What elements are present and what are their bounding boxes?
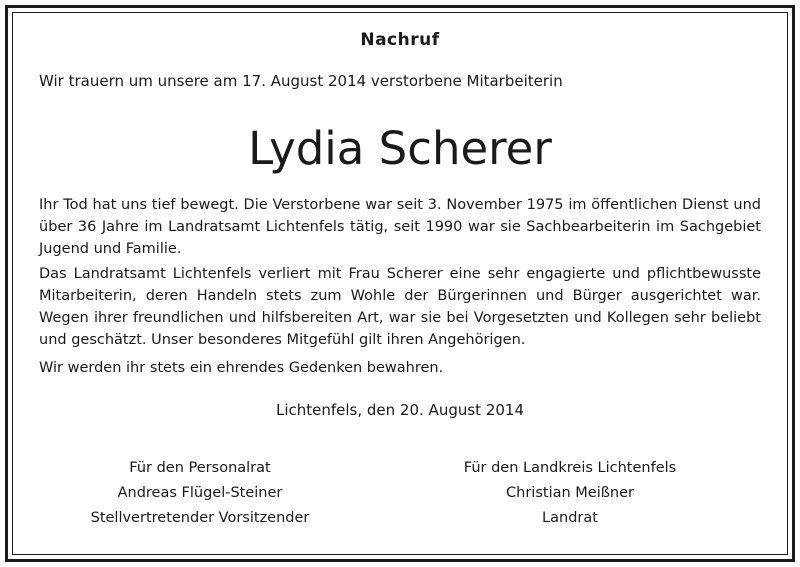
paragraph-remembrance: Wir werden ihr stets ein ehrendes Gedenken bewahren. <box>39 360 444 376</box>
signature-for: Für den Personalrat <box>129 460 271 476</box>
signature-for: Für den Landkreis Lichtenfels <box>463 460 677 476</box>
signature-name: Andreas Flügel-Steiner <box>117 485 283 501</box>
signature-role: Stellvertretender Vorsitzender <box>90 510 310 526</box>
signature-name: Christian Meißner <box>506 485 634 501</box>
signature-block-staff-council <box>60 456 340 531</box>
notice-intro: Wir trauern um unsere am 17. August 2014 verstorbene Mitarbeiterin <box>39 72 563 90</box>
paragraph-career: Ihr Tod hat uns tief bewegt. Die Verstorbene war seit 3. November 1975 im öffentlichen Dienst und über 36 Jahre im Landratsamt Lichtenfels tätig, seit 1990 war sie Sachbearbeiterin im Sachgebiet Jugend und Familie. <box>39 197 761 257</box>
signature-block-district <box>420 456 720 531</box>
signature-role: Landrat <box>542 510 598 526</box>
deceased-name: Lydia Scherer <box>248 122 552 175</box>
notice-heading: Nachruf <box>360 30 440 50</box>
paragraph-tribute: Das Landratsamt Lichtenfels verliert mit Frau Scherer eine sehr engagierte und pflichtbewusste Mitarbeiterin, deren Handeln stets zum Wohle der Bürgerinnen und Bürger ausgerichtet war. Wegen ihrer freundlichen und hilfsbereiten Art, war sie bei Vorgesetzten und Kollegen sehr beliebt und geschätzt. Unser besonderes Mitgefühl gilt ihren Angehörigen. <box>39 266 761 348</box>
place-and-date: Lichtenfels, den 20. August 2014 <box>275 401 524 419</box>
